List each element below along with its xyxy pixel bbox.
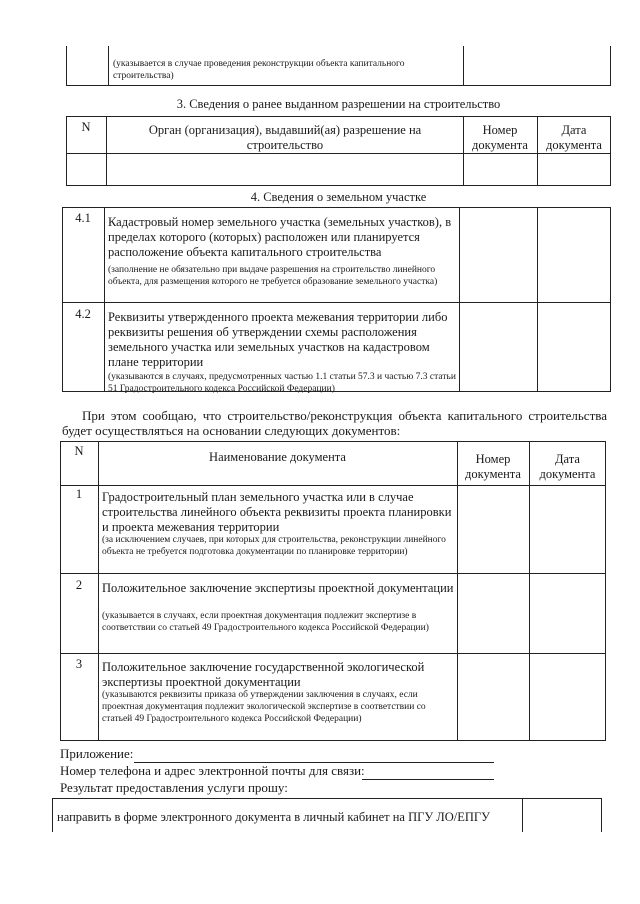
documents-col-line <box>529 441 530 741</box>
section4-row-number: 4.2 <box>75 307 91 321</box>
top-row-note: (указывается в случае проведения реконструкции объекта капитального строительства) <box>113 59 405 81</box>
result-option-text: направить в форме электронного документа в личный кабинет на ПГУ ЛО/ЕПГУ <box>57 810 491 824</box>
documents-header-date: Дата документа <box>539 452 596 481</box>
documents-header-number: Номер документа <box>465 452 521 481</box>
documents-row-number: 2 <box>75 578 83 592</box>
documents-row-note: (указываются реквизиты приказа об утверждении заключения в случаях, если проектная документация подлежит экологической экспертизе в соответствии со статьей 49 Градостроительного кодекса Российской Федерации) <box>102 690 426 724</box>
result-table-top <box>52 798 602 799</box>
section4-row-text: Реквизиты утвержденного проекта межевания территории либо реквизиты решения об утверждении схемы расположения земельного участка или земельных участков на кадастровом плане территории <box>108 310 448 369</box>
section4-row-note: (указываются в случаях, предусмотренных частью 1.1 статьи 57.3 и частью 7.3 статьи 51 Градостроительного кодекса Российской Федерации) <box>108 372 456 394</box>
contact-field[interactable] <box>362 779 494 780</box>
section3-col-line <box>106 116 107 186</box>
section4-row-number: 4.1 <box>75 211 91 225</box>
result-table-right <box>601 798 602 832</box>
contact-label: Номер телефона и адрес электронной почты для связи: <box>60 763 365 778</box>
section4-row-note: (заполнение не обязательно при выдаче разрешения на строительство линейного объекта, для размещения которого не требуется образование земельного участка) <box>108 265 438 287</box>
section4-col-line <box>537 207 538 392</box>
documents-header-name: Наименование документа <box>209 450 346 464</box>
section3-header-number: Номер документа <box>472 123 528 152</box>
top-table-divider <box>108 46 109 86</box>
result-option-checkbox[interactable] <box>523 799 601 832</box>
section3-title: 3. Сведения о ранее выданном разрешении на строительство <box>176 97 501 111</box>
documents-row-number: 1 <box>75 487 83 501</box>
section3-header-organ: Орган (организация), выдавший(ая) разрешение на строительство <box>148 123 422 152</box>
documents-header-n: N <box>74 444 84 458</box>
section4-col-line <box>459 207 460 392</box>
result-label: Результат предоставления услуги прошу: <box>60 780 288 795</box>
documents-row-text: Градостроительный план земельного участка или в случае строительства линейного объекта реквизиты проекта планировки и проекта межевания территории <box>102 490 452 534</box>
result-table-left <box>52 798 53 832</box>
documents-row-note: (за исключением случаев, при которых для строительства, реконструкции линейного объекта не требуется подготовка документации по планировке территории) <box>102 535 446 557</box>
documents-col-line <box>98 441 99 741</box>
section3-header-date: Дата документа <box>546 123 602 152</box>
documents-header-line <box>60 485 606 486</box>
documents-row-line <box>60 653 606 654</box>
documents-row-note: (указывается в случаях, если проектная документация подлежит экспертизе в соответствии со статьей 49 Градостроительного кодекса Российской Федерации) <box>102 611 429 633</box>
top-table-divider <box>463 46 464 86</box>
section4-row-text: Кадастровый номер земельного участка (земельных участков), в пределах которого (которых) расположен или планируется расположение объекта капитального строительства <box>108 215 452 259</box>
documents-row-number: 3 <box>75 657 83 671</box>
section4-title: 4. Сведения о земельном участке <box>250 190 427 204</box>
documents-row-line <box>60 573 606 574</box>
section4-col-line <box>104 207 105 392</box>
attachment-label: Приложение: <box>60 746 134 761</box>
documents-row-text: Положительное заключение государственной экологической экспертизы проектной документации <box>102 660 425 689</box>
documents-row-text: Положительное заключение экспертизы проектной документации <box>102 581 454 595</box>
intro-paragraph: При этом сообщаю, что строительство/реконструкция объекта капитального строительства будет осуществляться на основании следующих документов: <box>62 408 607 438</box>
section4-row-line <box>62 302 611 303</box>
documents-col-line <box>457 441 458 741</box>
section3-header-line <box>66 153 611 154</box>
section3-header-n: N <box>81 120 91 134</box>
